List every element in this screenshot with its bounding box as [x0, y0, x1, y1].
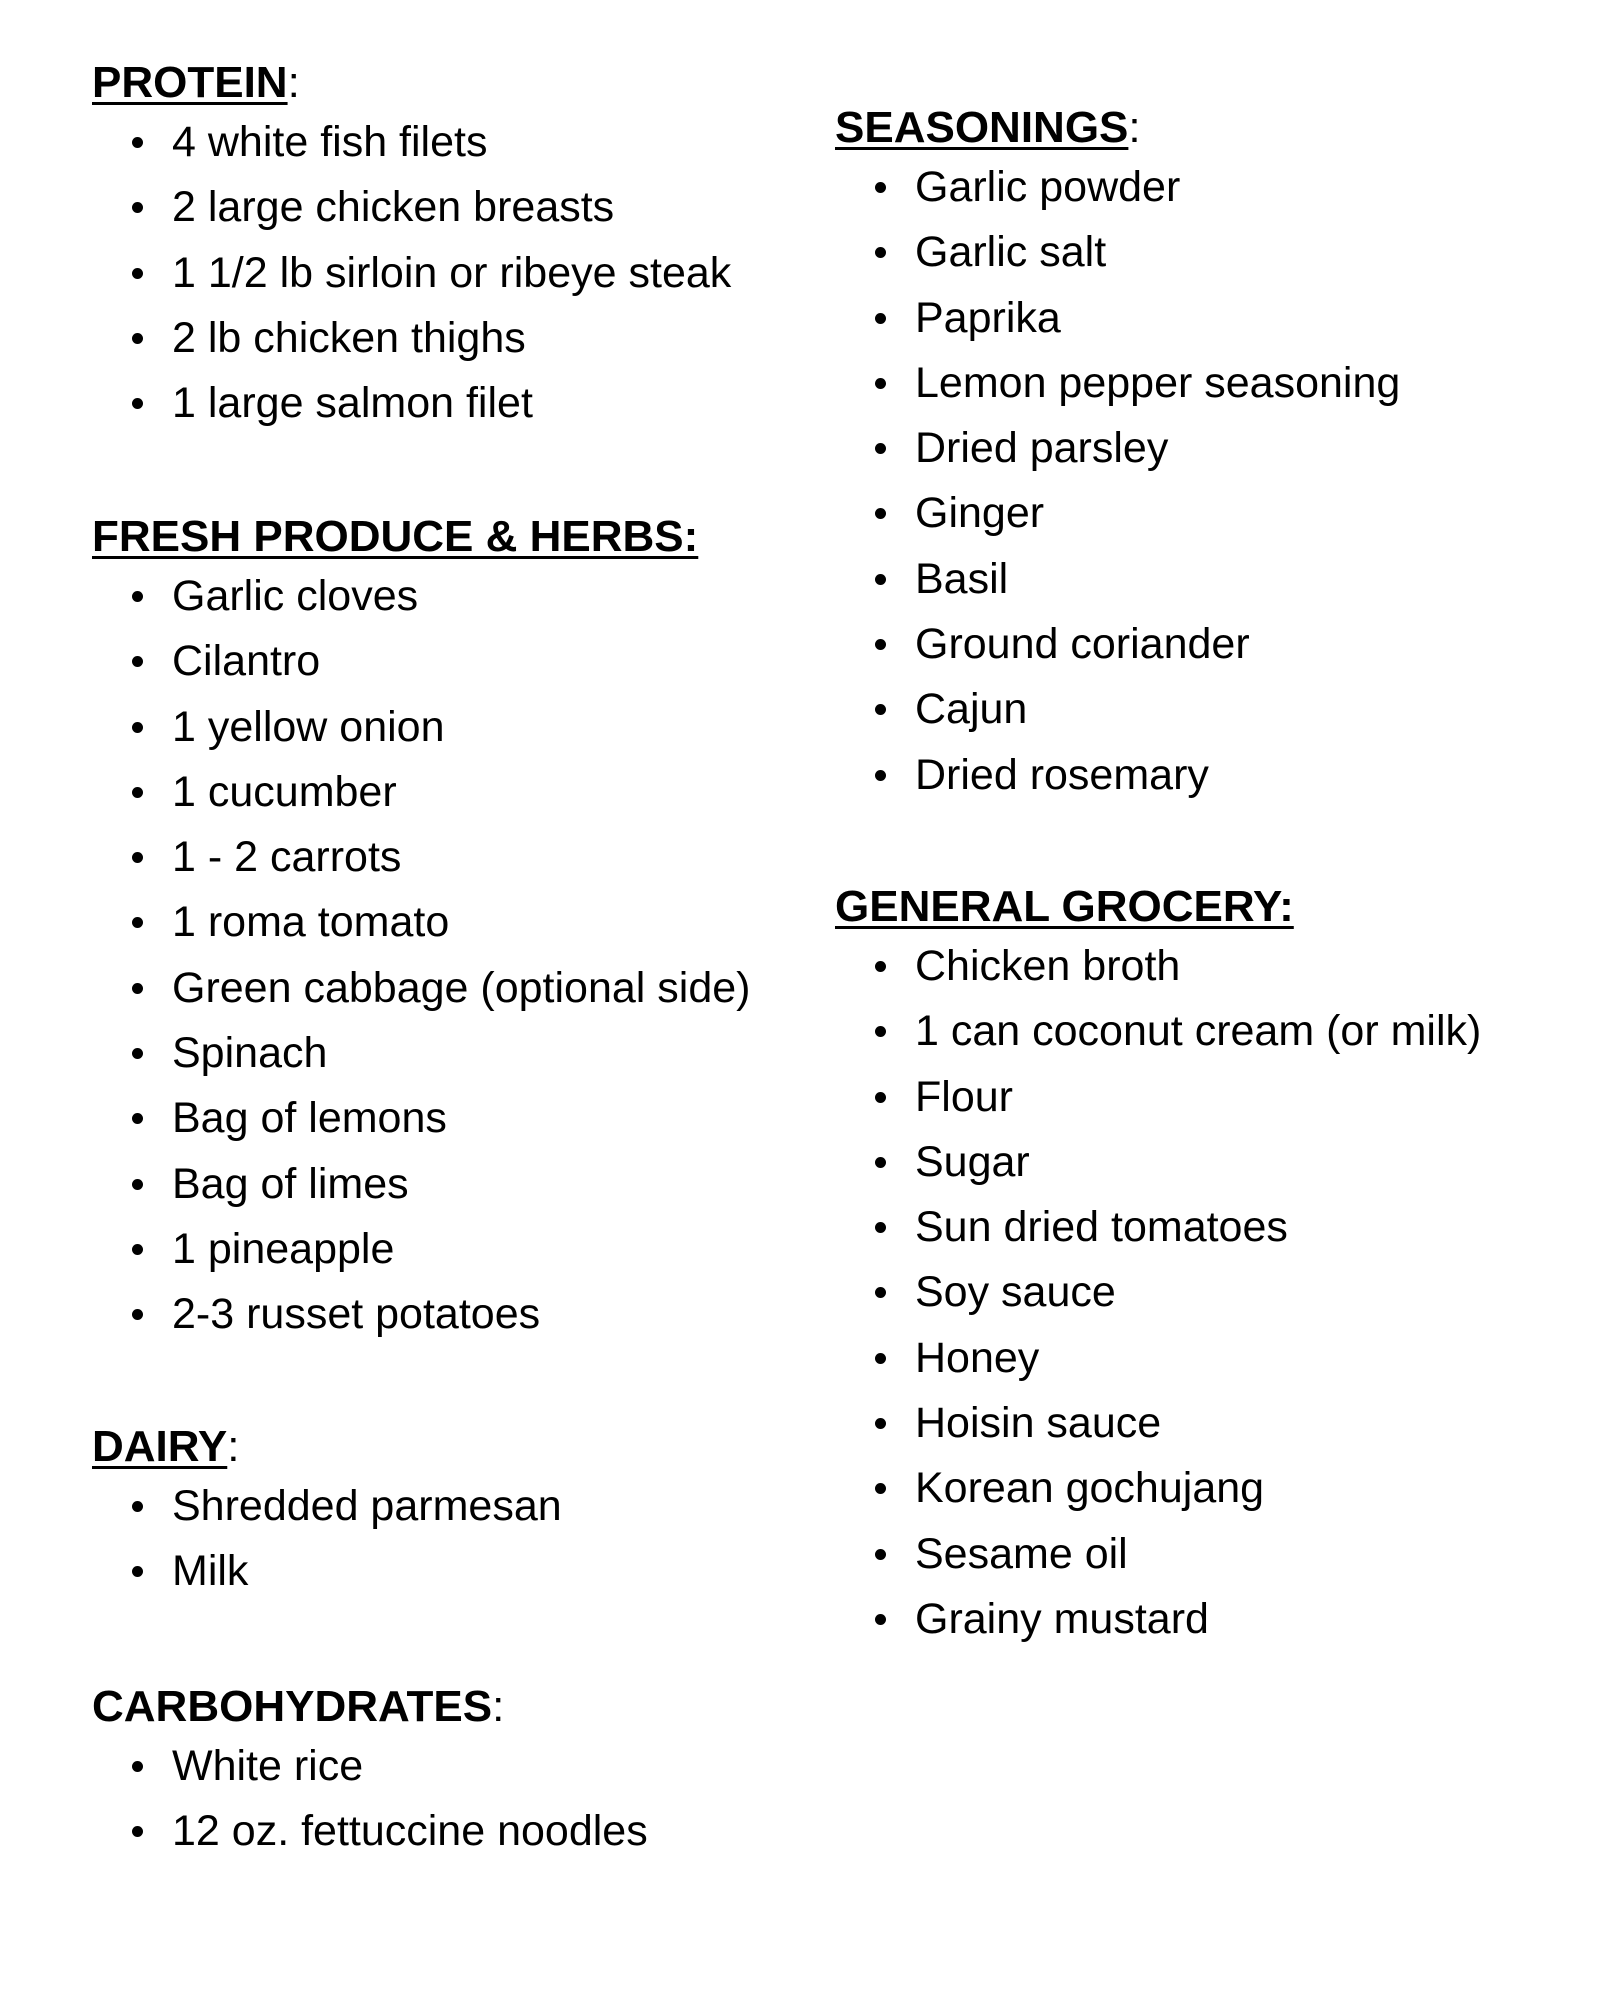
general-grocery-section [835, 880, 1575, 1652]
heading-colon: : [492, 1682, 505, 1731]
list-item: Sun dried tomatoes [835, 1195, 1575, 1260]
general-grocery-list [835, 934, 1575, 1652]
list-item: Sesame oil [835, 1522, 1575, 1587]
carbohydrates-list [92, 1734, 832, 1865]
heading-text: GENERAL GROCERY: [835, 882, 1294, 931]
list-item: Garlic cloves [92, 564, 832, 629]
heading-colon: : [287, 58, 300, 107]
dairy-section [92, 1420, 832, 1605]
list-item: 2 large chicken breasts [92, 175, 832, 240]
list-item: Milk [92, 1539, 832, 1604]
list-item: Hoisin sauce [835, 1391, 1575, 1456]
list-item: Sugar [835, 1130, 1575, 1195]
list-item: Soy sauce [835, 1260, 1575, 1325]
list-item: Grainy mustard [835, 1587, 1575, 1652]
section-heading [92, 56, 832, 110]
list-item: 12 oz. fettuccine noodles [92, 1799, 832, 1864]
heading-text: PROTEIN [92, 58, 288, 107]
list-item: 1 large salmon filet [92, 371, 832, 436]
list-item: Garlic powder [835, 155, 1575, 220]
list-item: Honey [835, 1326, 1575, 1391]
produce-list [92, 564, 832, 1348]
seasonings-list [835, 155, 1575, 808]
list-item: Dried rosemary [835, 743, 1575, 808]
list-item: Paprika [835, 286, 1575, 351]
list-item: White rice [92, 1734, 832, 1799]
heading-colon: : [227, 1422, 240, 1471]
list-item: Spinach [92, 1021, 832, 1086]
list-item: Cajun [835, 677, 1575, 742]
heading-text: DAIRY [92, 1422, 228, 1471]
list-item: Bag of limes [92, 1152, 832, 1217]
list-item: Basil [835, 547, 1575, 612]
list-item: Garlic salt [835, 220, 1575, 285]
heading-colon: : [1128, 103, 1141, 152]
list-item: 1 1/2 lb sirloin or ribeye steak [92, 241, 832, 306]
carbohydrates-section [92, 1680, 832, 1865]
list-item: 2 lb chicken thighs [92, 306, 832, 371]
list-item: Lemon pepper seasoning [835, 351, 1575, 416]
produce-section [92, 510, 832, 1348]
list-item: Ginger [835, 481, 1575, 546]
list-item: 1 cucumber [92, 760, 832, 825]
list-item: 2-3 russet potatoes [92, 1282, 832, 1347]
list-item: 1 pineapple [92, 1217, 832, 1282]
list-item: 1 can coconut cream (or milk) [835, 999, 1575, 1064]
section-heading [92, 510, 832, 564]
list-item: Flour [835, 1065, 1575, 1130]
section-heading [835, 101, 1575, 155]
list-item: 1 - 2 carrots [92, 825, 832, 890]
list-item: Green cabbage (optional side) [92, 956, 832, 1021]
list-item: Dried parsley [835, 416, 1575, 481]
section-heading [835, 880, 1575, 934]
section-heading [92, 1420, 832, 1474]
protein-section [92, 56, 832, 436]
list-item: 1 yellow onion [92, 695, 832, 760]
list-item: Chicken broth [835, 934, 1575, 999]
list-item: Bag of lemons [92, 1086, 832, 1151]
list-item: Ground coriander [835, 612, 1575, 677]
protein-list [92, 110, 832, 436]
heading-text: FRESH PRODUCE & HERBS: [92, 512, 699, 561]
list-item: 1 roma tomato [92, 890, 832, 955]
list-item: Korean gochujang [835, 1456, 1575, 1521]
dairy-list [92, 1474, 832, 1605]
section-heading [92, 1680, 832, 1734]
seasonings-section [835, 101, 1575, 808]
list-item: Cilantro [92, 629, 832, 694]
list-item: 4 white fish filets [92, 110, 832, 175]
heading-text: SEASONINGS [835, 103, 1129, 152]
heading-text: CARBOHYDRATES [92, 1682, 493, 1731]
list-item: Shredded parmesan [92, 1474, 832, 1539]
